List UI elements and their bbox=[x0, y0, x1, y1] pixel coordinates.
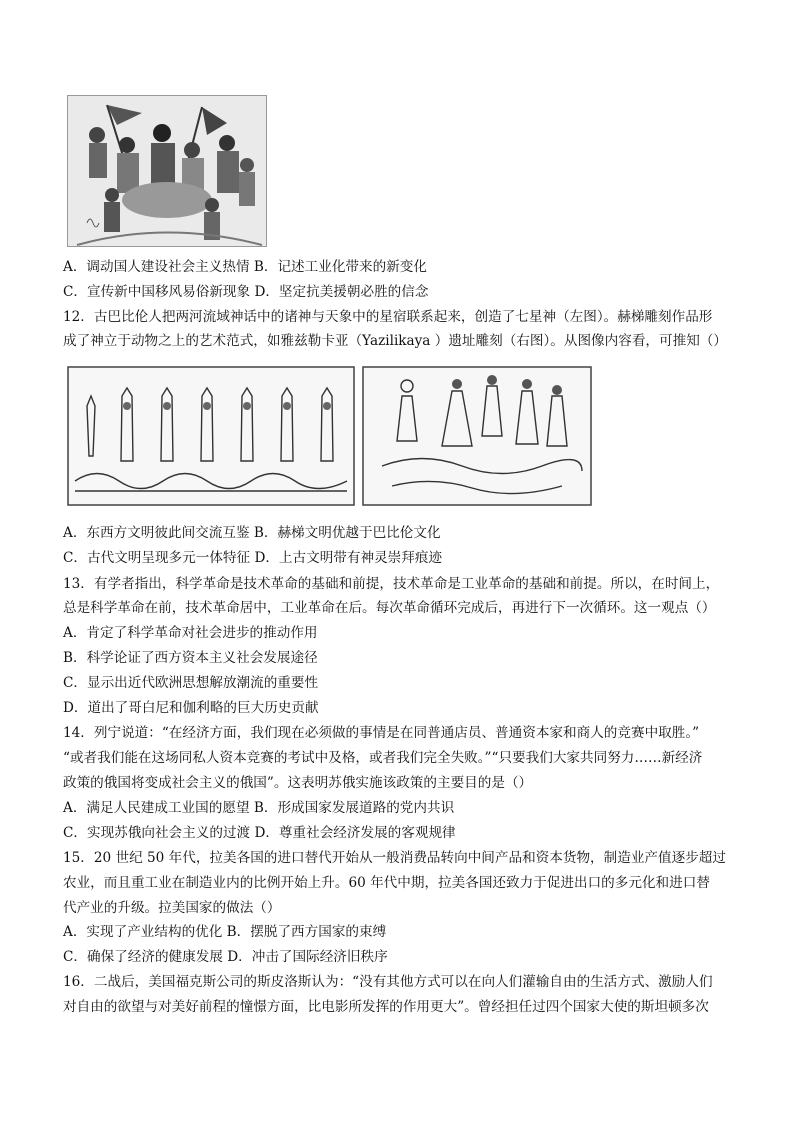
q12-options-line-1: A．东西方文明彼此间交流互鉴 B．赫梯文明优越于巴比伦文化 bbox=[63, 525, 441, 541]
q15-stem-line-2: 农业，而且重工业在制造业内的比例开始上升。60 年代中期，拉美各国还致力于促进出口的多元化和进口替 bbox=[63, 875, 710, 891]
q16-stem-line-2: 对自由的欲望与对美好前程的憧憬方面，比电影所发挥的作用更大”。曾经担任过四个国家大使的斯坦顿多次 bbox=[63, 999, 709, 1015]
q14-stem-line-3: 政策的俄国将变成社会主义的俄国”。这表明苏俄实施该政策的主要目的是（） bbox=[63, 775, 533, 791]
q13-option-a: A．肯定了科学革命对社会进步的推动作用 bbox=[63, 625, 318, 641]
q14-stem-line-2: “或者我们能在这场同私人资本竞赛的考试中及格，或者我们完全失败。”“只要我们大家共同努力……新经济 bbox=[63, 750, 703, 766]
q14-options-line-2: C．实现苏俄向社会主义的过渡 D．尊重社会经济发展的客观规律 bbox=[63, 825, 456, 841]
q12-stem-line-1: 12．古巴比伦人把两河流域神话中的诸神与天象中的星宿联系起来，创造了七星神（左图）。赫梯雕刻作品形 bbox=[63, 309, 713, 325]
q12-left-relief-figure bbox=[67, 366, 355, 506]
q13-option-b: B．科学论证了西方资本主义社会发展途径 bbox=[63, 650, 318, 666]
q15-stem-line-1: 15．20 世纪 50 年代，拉美各国的进口替代开始从一般消费品转向中间产品和资本货物，制造业产值逐步超过 bbox=[63, 850, 726, 866]
q13-option-d: D．道出了哥白尼和伽利略的巨大历史贡献 bbox=[63, 700, 319, 716]
q14-stem-line-1: 14．列宁说道：“在经济方面，我们现在必须做的事情是在同普通店员、普通资本家和商人的竞赛中取胜。” bbox=[63, 725, 700, 741]
q11-options-line-1: A．调动国人建设社会主义热情 B．记述工业化带来的新变化 bbox=[63, 259, 427, 275]
q15-stem-line-3: 代产业的升级。拉美国家的做法（） bbox=[63, 900, 281, 916]
q16-stem-line-1: 16．二战后，美国福克斯公司的斯皮洛斯认为：“没有其他方式可以在向人们灌输自由的生活方式、激励人们 bbox=[63, 974, 713, 990]
q12-options-line-2: C．古代文明呈现多元一体特征 D．上古文明带有神灵崇拜痕迹 bbox=[63, 550, 443, 566]
q13-stem-line-2: 总是科学革命在前，技术革命居中，工业革命在后。每次革命循环完成后，再进行下一次循环。这一观点（） bbox=[63, 600, 716, 616]
q15-options-line-2: C．确保了经济的健康发展 D．冲击了国际经济旧秩序 bbox=[63, 949, 388, 965]
q15-options-line-1: A．实现了产业结构的优化 B．摆脱了西方国家的束缚 bbox=[63, 924, 387, 940]
q12-right-relief-figure bbox=[362, 366, 592, 506]
q13-option-c: C．显示出近代欧洲思想解放潮流的重要性 bbox=[63, 675, 319, 691]
q13-stem-line-1: 13．有学者指出，科学革命是技术革命的基础和前提，技术革命是工业革命的基础和前提。所以，在时间上， bbox=[63, 576, 720, 592]
q14-options-line-1: A．满足人民建成工业国的愿望 B．形成国家发展道路的党内共识 bbox=[63, 800, 455, 816]
q11-painting-figure bbox=[67, 95, 267, 247]
q12-stem-line-2: 成了神立于动物之上的艺术范式，如雅兹勒卡亚（Yazilikaya ）遗址雕刻（右图）。从图像内容看，可推知（） bbox=[63, 333, 727, 349]
q11-options-line-2: C．宣传新中国移风易俗新现象 D．坚定抗美援朝必胜的信念 bbox=[63, 284, 429, 300]
